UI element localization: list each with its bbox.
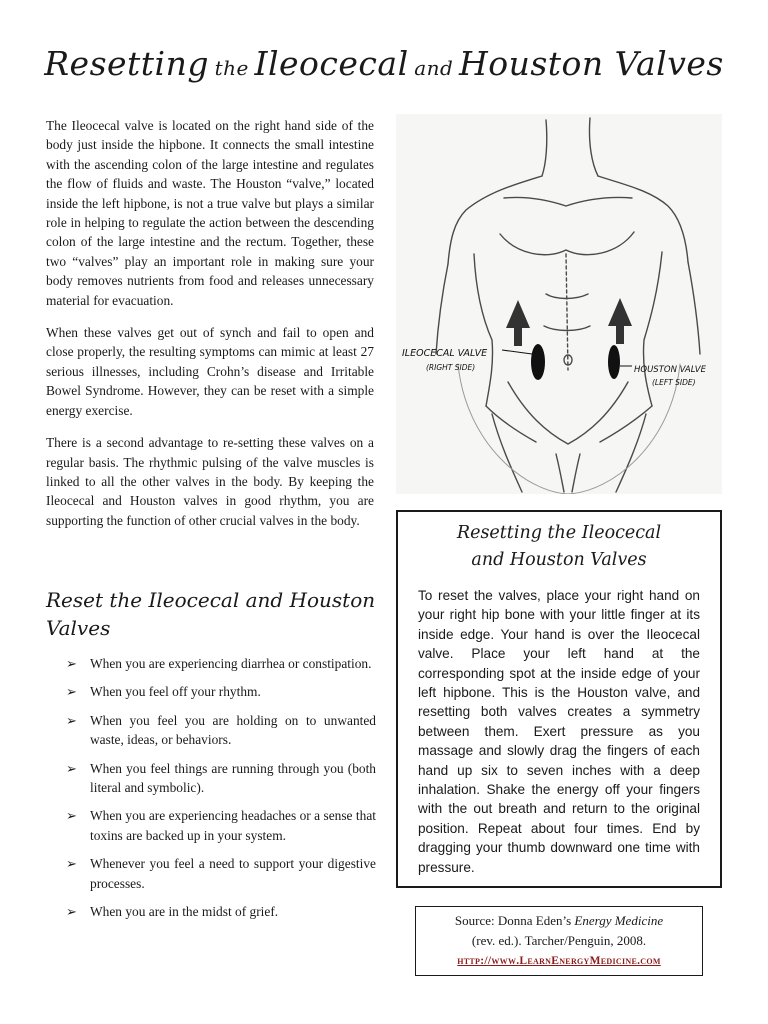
arrow-bullet-icon: ➢ [66,684,77,700]
title-word-houston-valves: Houston Valves [458,44,724,83]
reset-section-heading: Reset the Ileocecal and Houston Valves [46,588,376,640]
ileocecal-valve-mark [531,344,545,380]
instructions-title-line2: and Houston Valves [471,550,647,570]
list-item-text: When you feel you are holding on to unwanted waste, ideas, or behaviors. [90,712,376,748]
instructions-body: To reset the valves, place your right hand on your right hip bone with your little finger at its inside edge. Your hand is over the Ileocecal valve. Place your left hand at the corresponding spot at the inside edge of your left hipbone. This is the Houston valve, and resetting both valves creates a symmetry between them. Exert pressure as you massage and slowly drag the fingers of each hand up six to seven inches with a deep inhalation. Shake the energy off your fingers with the out breath and return to the original position. Repeat about four times. End by dragging your thumb downward one time with pressure. [418,588,700,875]
title-word-the: the [214,56,249,80]
arrow-up-left-side-icon [608,298,632,344]
list-item [66,654,376,673]
ileocecal-leader-line [502,350,532,354]
houston-valve-mark [608,345,620,379]
arrow-bullet-icon: ➢ [66,904,77,920]
ileocecal-label: ILEOCECAL VALVE [402,348,488,359]
source-citation [415,906,703,976]
title-word-and: and [414,56,454,80]
list-item-text: When you are experiencing diarrhea or constipation. [90,656,372,671]
list-item [66,759,376,798]
arrow-bullet-icon: ➢ [66,856,77,872]
list-item [66,854,376,893]
source-line-1 [416,911,702,931]
list-item-text: When you are experiencing headaches or a sense that toxins are backed up in your system. [90,808,376,843]
list-item [66,682,376,701]
ileocecal-side-label: (RIGHT SIDE) [426,363,476,372]
list-item-text: Whenever you feel a need to support your digestive processes. [90,856,376,891]
body-outline [436,118,700,494]
intro-paragraph-2: When these valves get out of synch and fail to open and close properly, the resulting symptoms can mimic at least 27 serious illnesses, including Crohn’s disease and Irritable Bowel Syndrome. However, they can be reset with a simple energy exercise. [46,325,374,418]
list-item-text: When you are in the midst of grief. [90,904,279,920]
instructions-box [396,510,722,888]
reset-conditions-list [66,654,376,930]
instructions-title-line1: Resetting the Ileocecal [456,523,662,543]
torso-sketch-svg [396,114,722,494]
list-item [66,806,376,845]
arrow-bullet-icon: ➢ [66,712,77,728]
list-item-text: When you feel off your rhythm. [90,684,261,700]
houston-side-label: (LEFT SIDE) [652,378,696,387]
torso-sketch-illustration [396,114,722,494]
intro-text [46,116,374,543]
source-prefix: Source: Donna Eden’s [454,913,575,928]
list-item-text: When you feel things are running through you (both literal and symbolic). [90,760,376,796]
source-line-2: (rev. ed.). Tarcher/Penguin, 2008. [471,932,647,948]
page-title [0,44,768,83]
houston-label: HOUSTON VALVE [634,365,706,375]
arrow-bullet-icon: ➢ [66,760,77,776]
arrow-bullet-icon: ➢ [66,656,77,671]
list-item [66,711,376,750]
list-item [66,902,376,921]
source-book-title: Energy Medicine [574,913,664,928]
intro-paragraph-1: The Ileocecal valve is located on the right hand side of the body just inside the hipbone. It connects the small intestine with the ascending colon of the large intestine and regulates the flow of fluids and waste. The Houston “valve,” located inside the left hipbone, is not a true valve but plays a similar role in helping to regulate the action between the descending colon of the large intestine and the rectum. Together, these two “valves” play an important role in making sure your body removes nutrients from food and releases unnecessary material for evacuation. [46,118,374,308]
intro-paragraph-3: There is a second advantage to re-setting these valves on a regular basis. The rhythmic pulsing of the valve muscles is linked to all the other valves in the body. By keeping the Ileocecal and Houston valves in good rhythm, you are supporting the function of other crucial valves in the body. [46,435,374,528]
arrow-up-right-side-icon [506,300,530,346]
title-word-resetting: Resetting [44,44,209,83]
source-website-link[interactable]: http://www.LearnEnergyMedicine.com [457,955,661,967]
title-word-ileocecal: Ileocecal [254,44,409,83]
instructions-title [418,520,700,574]
arrow-bullet-icon: ➢ [66,808,77,824]
upward-arrows [506,298,632,346]
